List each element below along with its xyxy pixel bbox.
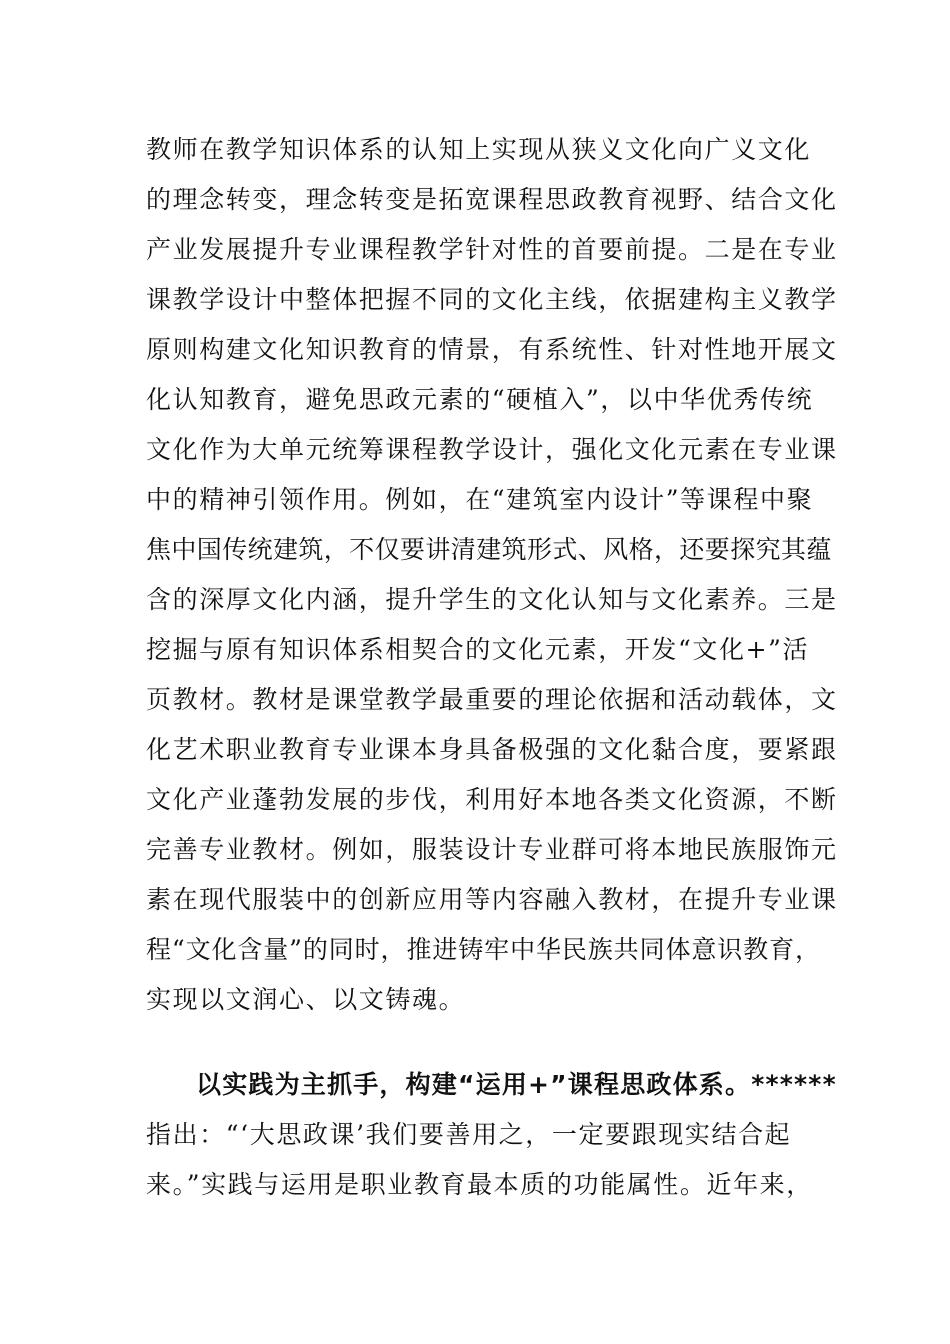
text-line: 焦中国传统建筑，不仅要讲清建筑形式、风格，还要探究其蕴	[146, 535, 832, 564]
text-line: 含的深厚文化内涵，提升学生的文化认知与文化素养。三是	[146, 585, 838, 614]
text-line: 产业发展提升专业课程教学针对性的首要前提。二是在专业	[146, 235, 838, 264]
text-line: 中的精神引领作用。例如，在“建筑室内设计”等课程中聚	[146, 485, 814, 514]
text-line: 来。”实践与运用是职业教育最本质的功能属性。近年来，	[146, 1170, 813, 1199]
text-line: 化艺术职业教育专业课本身具备极强的文化黏合度，要紧跟	[146, 735, 838, 764]
text-line: 素在现代服装中的创新应用等内容融入教材，在提升专业课	[146, 885, 838, 914]
text-line: 挖掘与原有知识体系相契合的文化元素，开发“文化+”活	[146, 635, 810, 664]
text-line: 原则构建文化知识教育的情景，有系统性、针对性地开展文	[146, 335, 838, 364]
text-line: 化认知教育，避免思政元素的“硬植入”，以中华优秀传统	[146, 385, 814, 414]
text-line: 教师在教学知识体系的认知上实现从狭义文化向广义文化	[146, 135, 812, 164]
text-line: 完善专业教材。例如，服装设计专业群可将本地民族服饰元	[146, 835, 838, 864]
text-line: 课教学设计中整体把握不同的文化主线，依据建构主义教学	[146, 285, 838, 314]
text-line: 的理念转变，理念转变是拓宽课程思政教育视野、结合文化	[146, 185, 838, 214]
text-line: 文化产业蓬勃发展的步伐，利用好本地各类文化资源，不断	[146, 785, 838, 814]
text-line: 实现以文润心、以文铸魂。	[146, 985, 466, 1014]
text-line: 页教材。教材是课堂教学最重要的理论依据和活动载体，文	[146, 685, 838, 714]
text-line: 指出：“‘大思政课’我们要善用之，一定要跟现实结合起	[146, 1120, 792, 1149]
text-line: 程“文化含量”的同时，推进铸牢中华民族共同体意识教育，	[146, 935, 821, 964]
text-line: 文化作为大单元统筹课程教学设计，强化文化元素在专业课	[146, 435, 838, 464]
section-heading: 以实践为主抓手，构建“运用+”课程思政体系。******	[196, 1070, 837, 1099]
